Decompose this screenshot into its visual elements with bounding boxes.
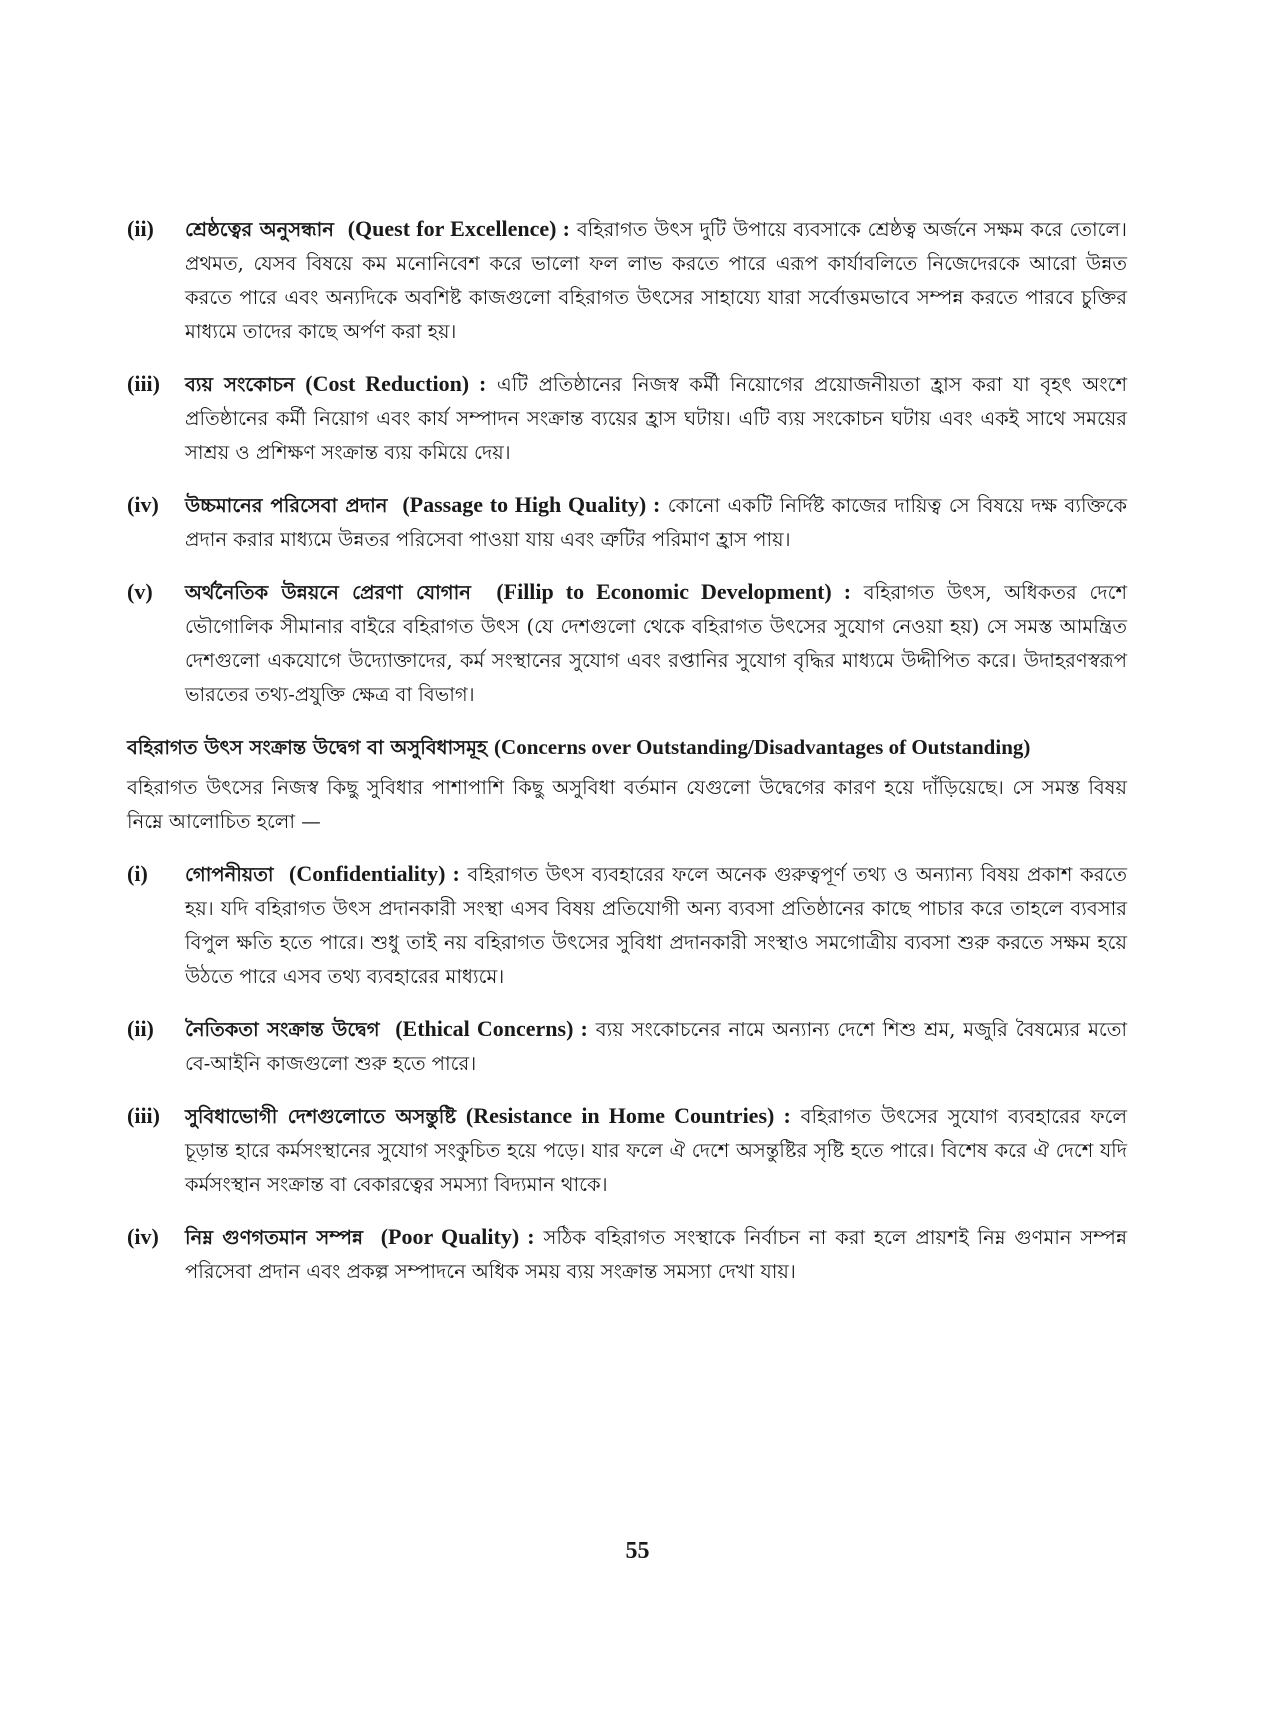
item-title-english: (Ethical Concerns) : <box>395 1016 588 1041</box>
item-body <box>185 857 1127 994</box>
item-title: অর্থনৈতিক উন্নয়নে প্রেরণা যোগান <box>185 581 471 604</box>
item-title-english: (Poor Quality) : <box>380 1224 535 1249</box>
list-item <box>127 488 1127 557</box>
list-item <box>127 1099 1127 1202</box>
item-text: সঠিক বহিরাগত সংস্থাকে নির্বাচন না করা হলে প্রায়শই নিম্ন গুণমান সম্পন্ন পরিসেবা প্রদান এবং প্রকল্প সম্পাদনে অধিক সময় ব্যয় সংক্রান্ত সমস্যা দেখা যায়। <box>185 1226 1127 1283</box>
page-number: 55 <box>625 1538 650 1564</box>
list-item <box>127 1012 1127 1081</box>
item-number: (v) <box>127 579 153 604</box>
section-heading-english: (Concerns over Outstanding/Disadvantages of Outstanding) <box>494 735 1031 759</box>
item-text: বহিরাগত উৎস দুটি উপায়ে ব্যবসাকে শ্রেষ্ঠত্ব অর্জনে সক্ষম করে তোলে। প্রথমত, যেসব বিষয়ে কম মনোনিবেশ করে ভালো ফল লাভ করতে পারে এরূপ কার্যাবলিতে নিজেদেরকে আরো উন্নত করতে পারে এবং অন্যদিকে অবশিষ্ট কাজগুলো বহিরাগত উৎসের সাহায্যে যারা সর্বোত্তমভাবে সম্পন্ন করতে পারবে চুক্তির মাধ্যমে তাদের কাছে অর্পণ করা হয়। <box>185 218 1127 343</box>
item-text: এটি প্রতিষ্ঠানের নিজস্ব কর্মী নিয়োগের প্রয়োজনীয়তা হ্রাস করা যা বৃহৎ অংশে প্রতিষ্ঠানের কর্মী নিয়োগ এবং কার্য সম্পাদন সংক্রান্ত ব্যয়ের হ্রাস ঘটায়। এটি ব্যয় সংকোচন ঘটায় এবং একই সাথে সময়ের সাশ্রয় ও প্রশিক্ষণ সংক্রান্ত ব্যয় কমিয়ে দেয়। <box>185 373 1127 464</box>
item-title-english: (Quest for Excellence) : <box>347 216 570 241</box>
item-title-english: (Cost Reduction) : <box>305 371 487 396</box>
item-title: নিম্ন গুণগতমান সম্পন্ন <box>185 1226 364 1249</box>
section-intro: বহিরাগত উৎসের নিজস্ব কিছু সুবিধার পাশাপাশি কিছু অসুবিধা বর্তমান যেগুলো উদ্বেগের কারণ হয়ে দাঁড়িয়েছে। সে সমস্ত বিষয় নিম্নে আলোচিত হলো — <box>127 776 1127 833</box>
item-number: (iv) <box>127 492 159 517</box>
page-content <box>127 212 1127 1307</box>
list-item <box>127 1220 1127 1289</box>
section-heading-bengali: বহিরাগত উৎস সংক্রান্ত উদ্বেগ বা অসুবিধাসমূহ <box>127 736 488 759</box>
item-title-english: (Confidentiality) : <box>289 861 460 886</box>
list-item <box>127 367 1127 470</box>
list-item <box>127 212 1127 349</box>
item-title: সুবিধাভোগী দেশগুলোতে অসন্তুষ্টি <box>185 1105 457 1128</box>
item-number: (i) <box>127 861 148 886</box>
item-number: (ii) <box>127 1016 154 1041</box>
item-text: ব্যয় সংকোচনের নামে অন্যান্য দেশে শিশু শ্রম, মজুরি বৈষম্যের মতো বে-আইনি কাজগুলো শুরু হতে পারে। <box>185 1018 1128 1075</box>
section-heading <box>127 730 1127 765</box>
item-number: (ii) <box>127 216 154 241</box>
item-body <box>185 1220 1127 1289</box>
item-body <box>185 575 1127 712</box>
list-item <box>127 575 1127 712</box>
item-text: বহিরাগত উৎস, অধিকতর দেশে ভৌগোলিক সীমানার বাইরে বহিরাগত উৎস (যে দেশগুলো থেকে বহিরাগত উৎসের সুযোগ নেওয়া হয়) সে সমস্ত আমন্ত্রিত দেশগুলো একযোগে উদ্যোক্তাদের, কর্ম সংস্থানের সুযোগ এবং রপ্তানির সুযোগ বৃদ্ধির মাধ্যমে উদ্দীপিত করে। উদাহরণস্বরূপ ভারতের তথ্য-প্রযুক্তি ক্ষেত্র বা বিভাগ। <box>185 581 1128 706</box>
list-item <box>127 857 1127 994</box>
item-number: (iv) <box>127 1224 159 1249</box>
item-text: কোনো একটি নির্দিষ্ট কাজের দায়িত্ব সে বিষয়ে দক্ষ ব্যক্তিকে প্রদান করার মাধ্যমে উন্নতর পরিসেবা পাওয়া যায় এবং ত্রুটির পরিমাণ হ্রাস পায়। <box>185 494 1128 551</box>
item-title-english: (Resistance in Home Countries) : <box>465 1103 791 1128</box>
item-body <box>185 488 1127 557</box>
item-title-english: (Fillip to Economic Development) : <box>496 579 852 604</box>
item-body <box>185 1099 1127 1202</box>
item-text: বহিরাগত উৎসের সুযোগ ব্যবহারের ফলে চূড়ান্ত হারে কর্মসংস্থানের সুযোগ সংকুচিত হয়ে পড়ে। যার ফলে ঐ দেশে অসন্তুষ্টির সৃষ্টি হতে পারে। বিশেষ করে ঐ দেশে যদি কর্মসংস্থান সংক্রান্ত বা বেকারত্বের সমস্যা বিদ্যমান থাকে। <box>185 1105 1127 1196</box>
item-title: গোপনীয়তা <box>185 863 274 886</box>
item-title: ব্যয় সংকোচন <box>185 373 295 396</box>
item-number: (iii) <box>127 371 160 396</box>
item-body <box>185 367 1127 470</box>
item-number: (iii) <box>127 1103 160 1128</box>
item-title: নৈতিকতা সংক্রান্ত উদ্বেগ <box>185 1018 380 1041</box>
item-title: শ্রেষ্ঠত্বের অনুসন্ধান <box>185 218 334 241</box>
item-title-english: (Passage to High Quality) : <box>402 492 661 517</box>
item-title: উচ্চমানের পরিসেবা প্রদান <box>185 494 388 517</box>
item-body <box>185 1012 1127 1081</box>
item-body <box>185 212 1127 349</box>
item-text: বহিরাগত উৎস ব্যবহারের ফলে অনেক গুরুত্বপূর্ণ তথ্য ও অন্যান্য বিষয় প্রকাশ করতে হয়। যদি বহিরাগত উৎস প্রদানকারী সংস্থা এসব বিষয় প্রতিযোগী অন্য ব্যবসা প্রতিষ্ঠানের কাছে পাচার করে তাহলে ব্যবসার বিপুল ক্ষতি হতে পারে। শুধু তাই নয় বহিরাগত উৎসের সুবিধা প্রদানকারী সংস্থাও সমগোত্রীয় ব্যবসা শুরু করতে সক্ষম হয়ে উঠতে পারে এসব তথ্য ব্যবহারের মাধ্যমে। <box>185 863 1128 988</box>
